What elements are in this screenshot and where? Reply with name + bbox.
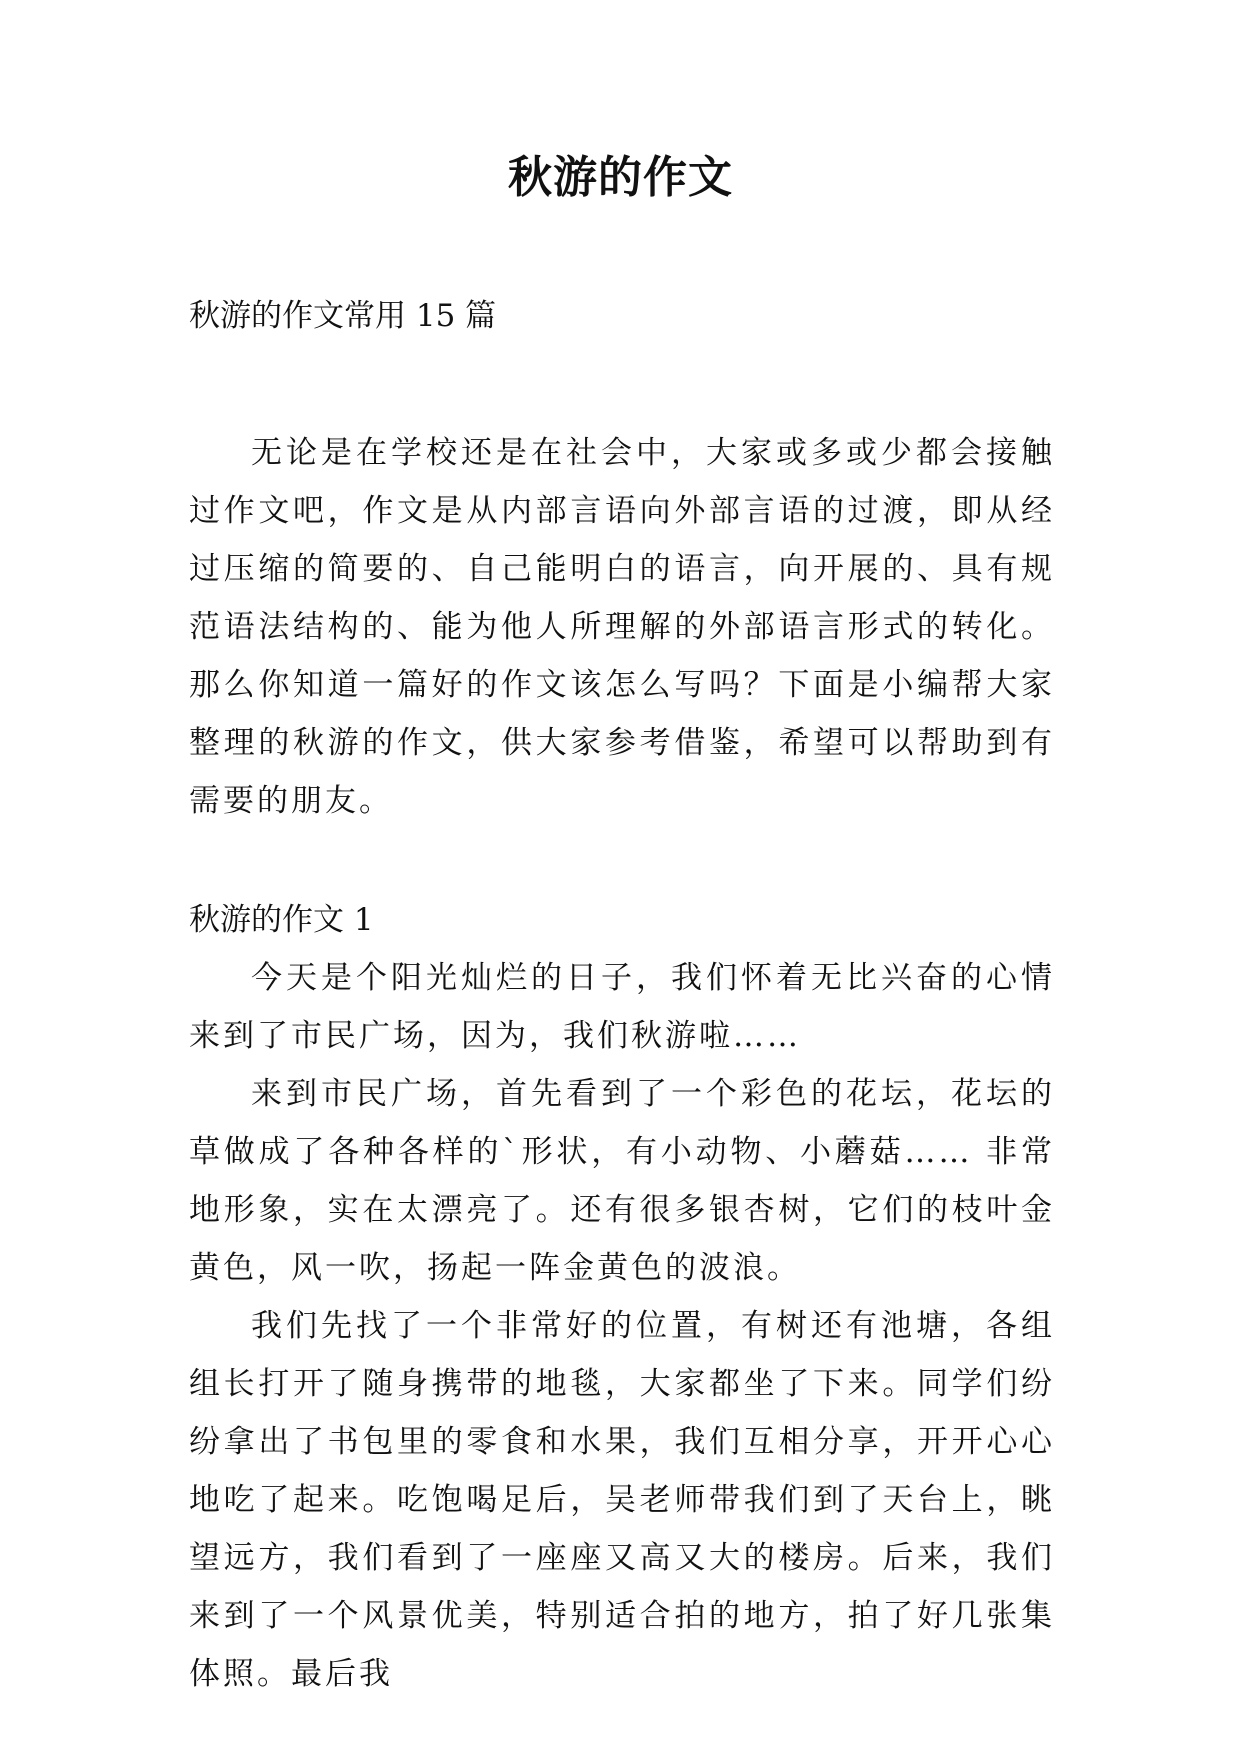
document-subtitle: 秋游的作文常用 15 篇 xyxy=(189,298,497,334)
body-paragraph: 今天是个阳光灿烂的日子，我们怀着无比兴奋的心情来到了市民广场，因为，我们秋游啦…… xyxy=(189,960,1055,1054)
document-body xyxy=(189,287,1055,1703)
body-paragraph: 我们先找了一个非常好的位置，有树还有池塘，各组组长打开了随身携带的地毯，大家都坐了下来。同学们纷纷拿出了书包里的零食和水果，我们互相分享，开开心心地吃了起来。吃饱喝足后，吴老师带我们到了天台上，眺望远方，我们看到了一座座又高又大的楼房。后来，我们来到了一个风景优美，特别适合拍的地方，拍了好几张集体照。最后我 xyxy=(189,1308,1055,1692)
section-heading: 秋游的作文 1 xyxy=(189,902,374,938)
document-title: 秋游的作文 xyxy=(508,152,733,203)
body-paragraph: 来到市民广场，首先看到了一个彩色的花坛，花坛的草做成了各种各样的`形状，有小动物、小蘑菇…… 非常地形象，实在太漂亮了。还有很多银杏树，它们的枝叶金黄色，风一吹，扬起一阵金黄色的波浪。 xyxy=(189,1076,1055,1286)
intro-paragraph: 无论是在学校还是在社会中，大家或多或少都会接触过作文吧，作文是从内部言语向外部言语的过渡，即从经过压缩的简要的、自己能明白的语言，向开展的、具有规范语法结构的、能为他人所理解的外部语言形式的转化。那么你知道一篇好的作文该怎么写吗？下面是小编帮大家整理的秋游的作文，供大家参考借鉴，希望可以帮助到有需要的朋友。 xyxy=(189,435,1055,819)
